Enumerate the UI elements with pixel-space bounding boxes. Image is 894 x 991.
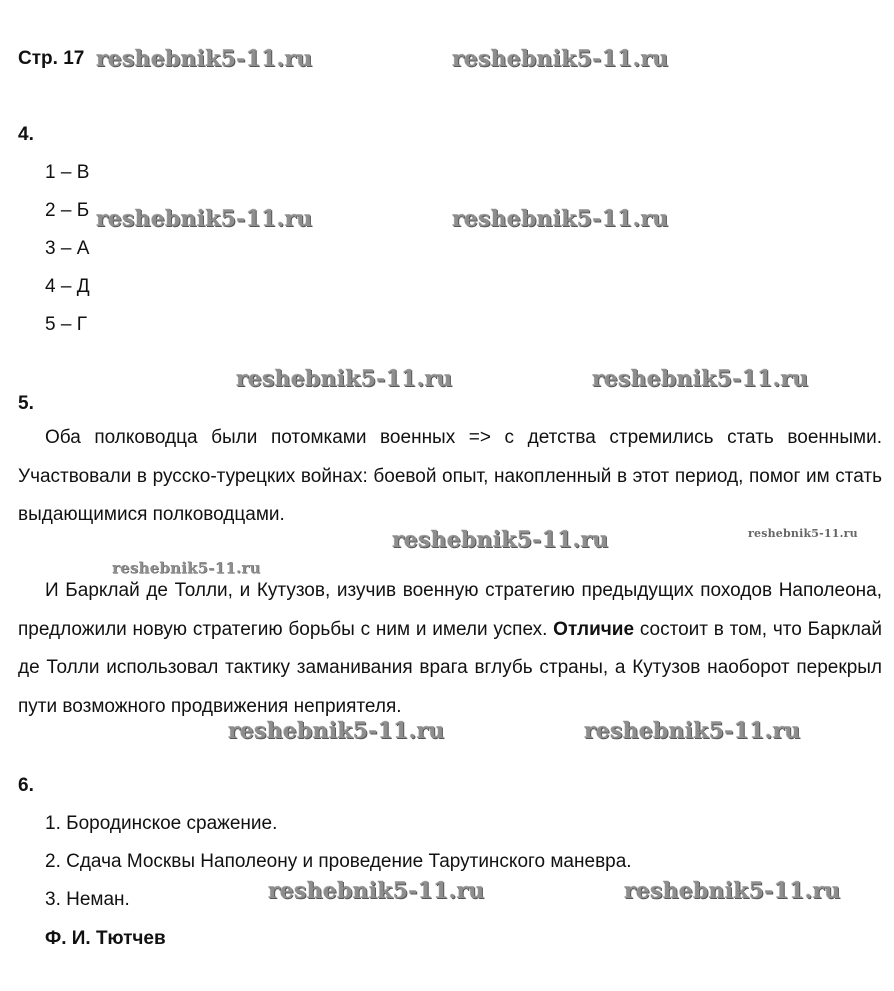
answer-item: 2 – Б	[45, 200, 90, 221]
watermark: reshebnik5-11.ru	[96, 46, 313, 72]
poet-name: Ф. И. Тютчев	[45, 928, 166, 949]
watermark: reshebnik5-11.ru	[452, 46, 669, 72]
section-4-number: 4.	[18, 124, 34, 145]
watermark: reshebnik5-11.ru	[748, 527, 858, 540]
answer-item: 3 – А	[45, 238, 90, 259]
paragraph-difference	[18, 572, 882, 726]
watermark: reshebnik5-11.ru	[624, 878, 841, 904]
paragraph-similarity: Оба полководца были потомками военных => с детства стремились стать военными. Участвовали в русско-турецких войнах: боевой опыт, накопленный в этот период, помог им стать выдающимися полководцами.	[18, 427, 882, 525]
section-5-number: 5.	[18, 393, 34, 414]
answer-item: 1 – В	[45, 162, 90, 183]
watermark: reshebnik5-11.ru	[392, 527, 609, 553]
watermark: reshebnik5-11.ru	[96, 206, 313, 232]
watermark: reshebnik5-11.ru	[592, 366, 809, 392]
section-6-number: 6.	[18, 775, 34, 796]
list-item: 3. Неман.	[45, 889, 130, 910]
watermark: reshebnik5-11.ru	[452, 206, 669, 232]
difference-keyword: Отличие	[553, 618, 635, 640]
page-label: Стр. 17	[18, 48, 85, 69]
paragraph-difference-end: состоит в том, что Барклай де Толли использовал тактику заманивания врага вглубь страны, а Кутузов наоборот перекрыл пути возможного продвижения неприятеля.	[18, 618, 882, 717]
watermark: reshebnik5-11.ru	[228, 718, 445, 744]
answer-item: 5 – Г	[45, 314, 87, 335]
watermark: reshebnik5-11.ru	[584, 718, 801, 744]
answer-item: 4 – Д	[45, 276, 90, 297]
watermark: reshebnik5-11.ru	[268, 878, 485, 904]
watermark: reshebnik5-11.ru	[112, 559, 261, 577]
watermark: reshebnik5-11.ru	[236, 366, 453, 392]
list-item: 2. Сдача Москвы Наполеону и проведение Тарутинского маневра.	[45, 851, 632, 872]
list-item: 1. Бородинское сражение.	[45, 813, 278, 834]
paragraph-difference-start: И Барклай де Толли, и Кутузов, изучив военную стратегию предыдущих походов Наполеона, предложили новую стратегию борьбы с ним и имели успех.	[18, 580, 882, 640]
